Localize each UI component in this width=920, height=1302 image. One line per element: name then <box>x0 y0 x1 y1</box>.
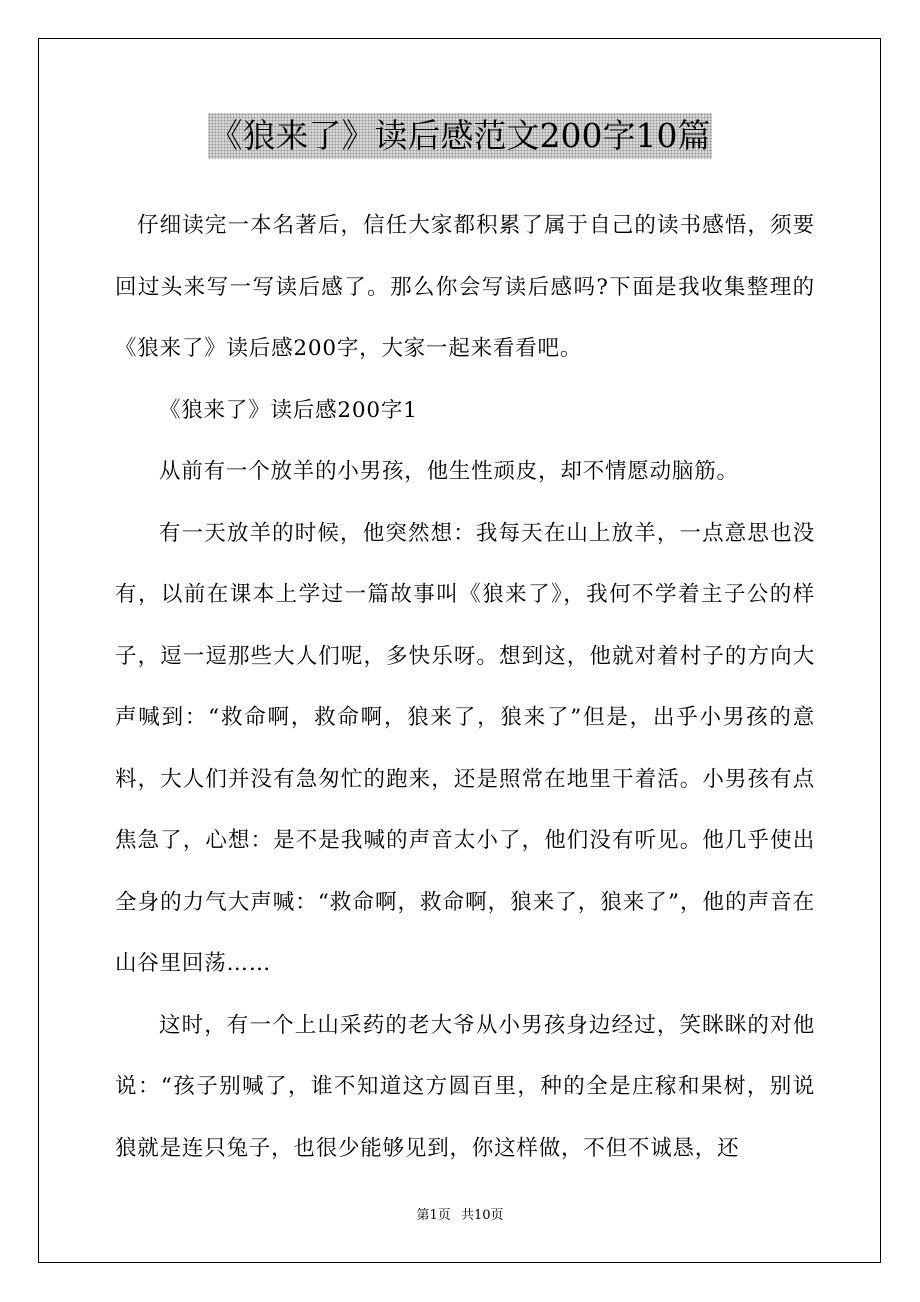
document-body <box>115 195 815 1179</box>
page-total: 共10页 <box>460 1208 504 1223</box>
body-paragraph: 从前有一个放羊的小男孩，他生性顽皮，却不情愿动脑筋。 <box>159 459 739 484</box>
document-title: 《狼来了》读后感范文200字10篇 <box>208 113 713 159</box>
intro-paragraph: 仔细读完一本名著后，信任大家都积累了属于自己的读书感悟，须要回过头来写一写读后感了。那么你会写读后感吗?下面是我收集整理的《狼来了》读后感200字，大家一起来看看吧。 <box>115 213 815 361</box>
body-paragraph: 这时，有一个上山采药的老大爷从小男孩身边经过，笑眯眯的对他说：“孩子别喊了，谁不知道这方圆百里，种的全是庄稼和果树，别说狼就是连只兔子，也很少能够见到，你这样做，不但不诚恳，还 <box>115 1012 815 1161</box>
title-container <box>0 113 920 159</box>
page-footer <box>0 1208 920 1224</box>
section-heading: 《狼来了》读后感200字1 <box>159 397 418 423</box>
page-number: 第1页 <box>416 1208 451 1223</box>
body-paragraph: 有一天放羊的时候，他突然想：我每天在山上放羊，一点意思也没有，以前在课本上学过一篇故事叫《狼来了》，我何不学着主子公的样子，逗一逗那些大人们呢，多快乐呀。想到这，他就对着村子的方向大声喊到：“救命啊，救命啊，狼来了，狼来了”但是，出乎小男孩的意料，大人们并没有急匆忙的跑来，还是照常在地里干着活。小男孩有点焦急了，心想：是不是我喊的声音太小了，他们没有听见。他几乎使出全身的力气大声喊：“救命啊，救命啊，狼来了，狼来了”，他的声音在山谷里回荡…… <box>115 520 815 976</box>
